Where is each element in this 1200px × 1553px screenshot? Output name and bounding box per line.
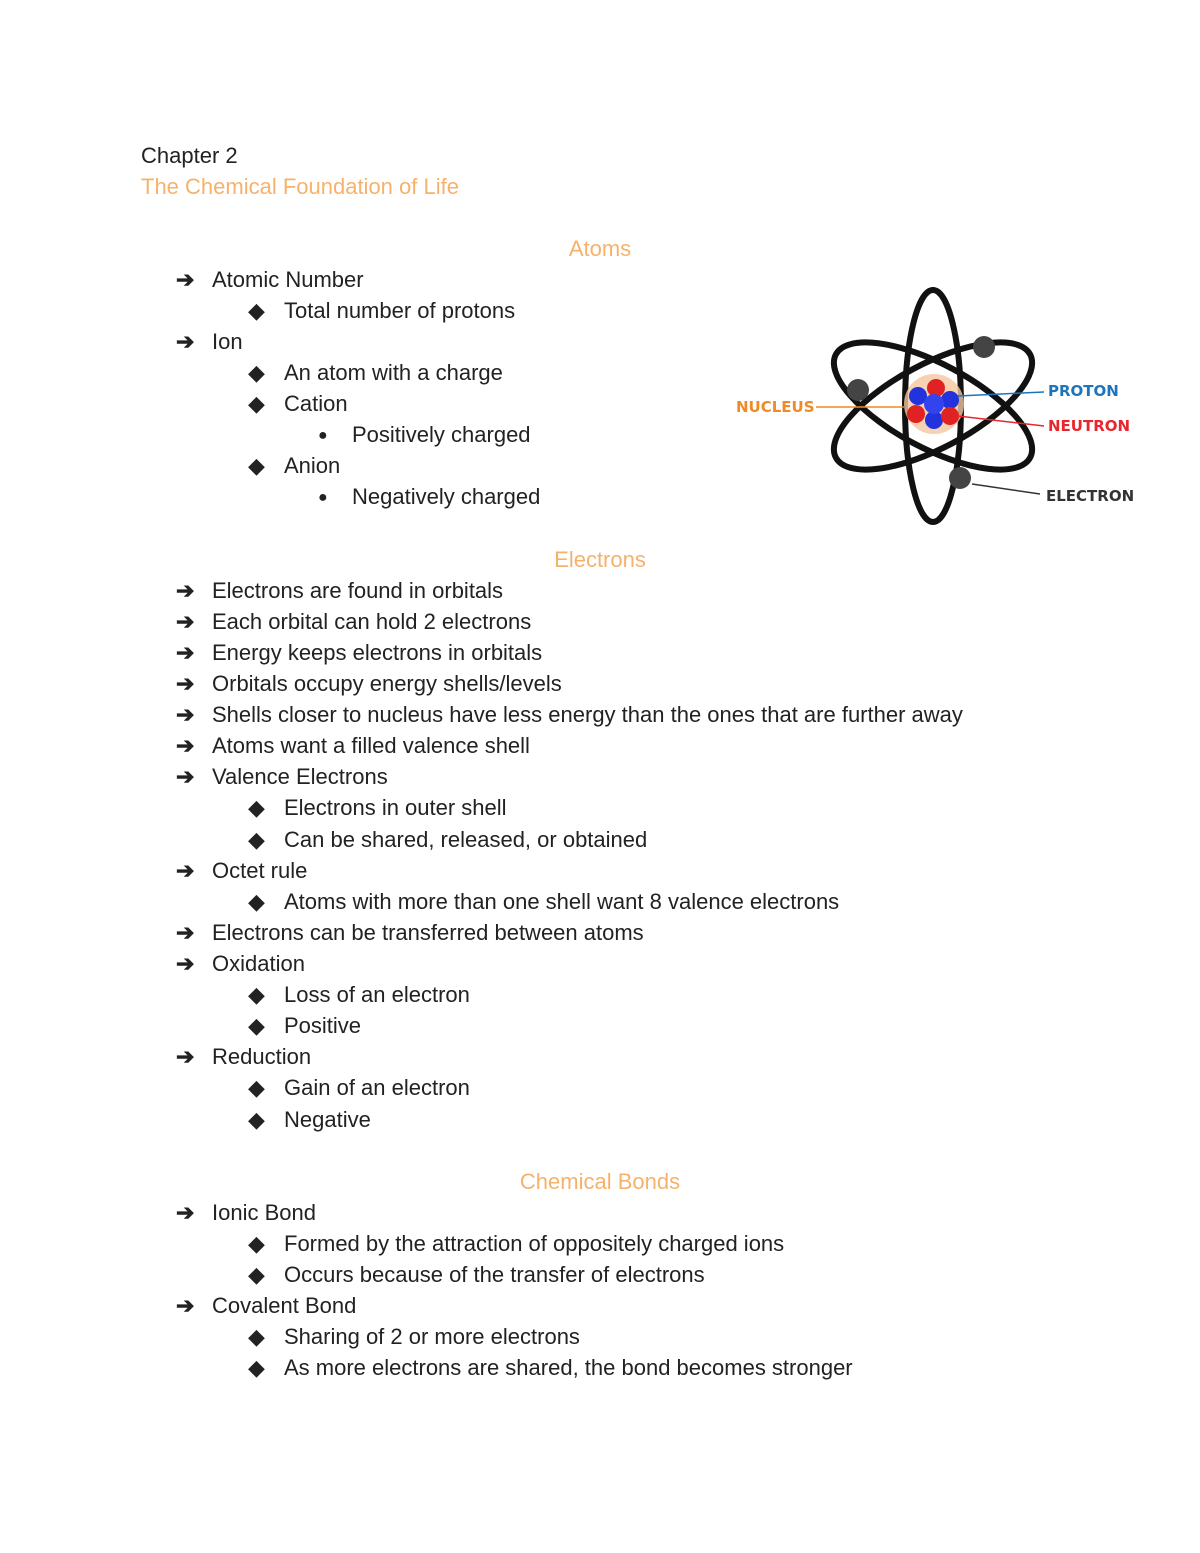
list-item-text: Loss of an electron — [284, 982, 470, 1007]
atom-diagram — [728, 280, 1138, 530]
electron-dot — [847, 379, 869, 401]
section-heading-chemical-bonds: Chemical Bonds — [519, 1169, 681, 1194]
list-item — [248, 824, 647, 855]
list-item — [176, 855, 307, 886]
list-item — [248, 450, 340, 481]
list-item — [248, 1010, 361, 1041]
list-item — [176, 699, 963, 730]
list-item — [176, 575, 503, 606]
list-item — [176, 730, 530, 761]
diamond-bullet-icon: ◆ — [248, 795, 265, 820]
diamond-bullet-icon: ◆ — [248, 827, 265, 852]
diamond-bullet-icon: ◆ — [248, 360, 265, 385]
dot-bullet-icon: ● — [318, 427, 328, 444]
neutron-label: NEUTRON — [1048, 417, 1131, 435]
list-item-text: Orbitals occupy energy shells/levels — [212, 671, 562, 696]
list-item-text: Octet rule — [212, 858, 308, 883]
diamond-bullet-icon: ◆ — [248, 889, 265, 914]
list-item-text: As more electrons are shared, the bond becomes stronger — [284, 1355, 853, 1380]
list-item-text: Formed by the attraction of oppositely charged ions — [284, 1231, 785, 1256]
list-item — [176, 326, 243, 357]
list-item — [248, 1321, 580, 1352]
diamond-bullet-icon: ◆ — [248, 1013, 265, 1038]
list-item — [248, 979, 470, 1010]
list-item — [176, 1197, 316, 1228]
proton-pointer — [958, 392, 1044, 396]
list-item-text: Reduction — [212, 1044, 312, 1069]
diamond-bullet-icon: ◆ — [248, 1262, 265, 1287]
list-item-text: Ion — [212, 329, 243, 354]
diamond-bullet-icon: ◆ — [248, 1355, 265, 1380]
list-item — [318, 419, 531, 450]
electron-pointer — [972, 484, 1040, 494]
diamond-bullet-icon: ◆ — [248, 391, 265, 416]
list-item — [176, 637, 542, 668]
arrow-bullet-icon: ➔ — [176, 1293, 195, 1318]
list-item — [248, 1352, 853, 1383]
arrow-bullet-icon: ➔ — [176, 858, 195, 883]
arrow-bullet-icon: ➔ — [176, 1044, 195, 1069]
list-item — [176, 606, 531, 637]
list-item-text: Negative — [284, 1107, 371, 1132]
list-item-text: Cation — [284, 391, 348, 416]
arrow-bullet-icon: ➔ — [176, 1200, 195, 1225]
list-item-text: Covalent Bond — [212, 1293, 357, 1318]
list-item — [248, 388, 348, 419]
list-item — [248, 1072, 470, 1103]
chapter-subtitle: The Chemical Foundation of Life — [141, 174, 459, 199]
arrow-bullet-icon: ➔ — [176, 764, 195, 789]
diamond-bullet-icon: ◆ — [248, 1324, 265, 1349]
diamond-bullet-icon: ◆ — [248, 982, 265, 1007]
list-item-text: Occurs because of the transfer of electrons — [284, 1262, 705, 1287]
list-item-text: An atom with a charge — [284, 360, 503, 385]
list-item — [248, 886, 839, 917]
list-item-text: Atomic Number — [212, 267, 364, 292]
diamond-bullet-icon: ◆ — [248, 1107, 265, 1132]
list-item-text: Sharing of 2 or more electrons — [284, 1324, 580, 1349]
list-item — [248, 1259, 705, 1290]
list-item-text: Positively charged — [352, 422, 531, 447]
list-item-text: Each orbital can hold 2 electrons — [212, 609, 532, 634]
nucleus — [904, 374, 964, 434]
list-item — [248, 792, 507, 823]
list-item — [248, 295, 515, 326]
section-heading-electrons: Electrons — [554, 547, 646, 572]
arrow-bullet-icon: ➔ — [176, 920, 195, 945]
list-item-text: Ionic Bond — [212, 1200, 316, 1225]
list-item-text: Valence Electrons — [212, 764, 388, 789]
arrow-bullet-icon: ➔ — [176, 671, 195, 696]
list-item-text: Energy keeps electrons in orbitals — [212, 640, 543, 665]
list-item — [248, 1104, 371, 1135]
list-item-text: Electrons in outer shell — [284, 795, 507, 820]
arrow-bullet-icon: ➔ — [176, 640, 195, 665]
list-item — [176, 761, 388, 792]
list-item-text: Can be shared, released, or obtained — [284, 827, 648, 852]
electron-dot — [973, 336, 995, 358]
electron-dot — [949, 467, 971, 489]
arrow-bullet-icon: ➔ — [176, 733, 195, 758]
list-item — [318, 481, 540, 512]
list-item-text: Atoms with more than one shell want 8 valence electrons — [284, 889, 840, 914]
list-item-text: Electrons are found in orbitals — [212, 578, 504, 603]
arrow-bullet-icon: ➔ — [176, 702, 195, 727]
list-item-text: Anion — [284, 453, 341, 478]
list-item-text: Atoms want a filled valence shell — [212, 733, 530, 758]
neutron-pointer — [958, 416, 1044, 426]
chapter-title: Chapter 2 — [141, 143, 238, 168]
list-item-text: Electrons can be transferred between atoms — [212, 920, 644, 945]
list-item-text: Total number of protons — [284, 298, 516, 323]
nucleus-label: NUCLEUS — [736, 398, 815, 416]
diamond-bullet-icon: ◆ — [248, 1231, 265, 1256]
electron-label: ELECTRON — [1046, 487, 1135, 505]
list-item-text: Positive — [284, 1013, 362, 1038]
list-item — [176, 668, 562, 699]
list-item-text: Shells closer to nucleus have less energy than the ones that are further away — [212, 702, 963, 727]
list-item — [248, 1228, 784, 1259]
section-heading-atoms: Atoms — [568, 236, 632, 261]
list-item — [176, 1041, 311, 1072]
arrow-bullet-icon: ➔ — [176, 267, 195, 292]
diamond-bullet-icon: ◆ — [248, 1075, 265, 1100]
list-item — [176, 948, 305, 979]
arrow-bullet-icon: ➔ — [176, 951, 195, 976]
proton-label: PROTON — [1048, 382, 1119, 400]
arrow-bullet-icon: ➔ — [176, 609, 195, 634]
list-item — [176, 917, 644, 948]
diamond-bullet-icon: ◆ — [248, 298, 265, 323]
arrow-bullet-icon: ➔ — [176, 329, 195, 354]
list-item-text: Negatively charged — [352, 484, 541, 509]
diamond-bullet-icon: ◆ — [248, 453, 265, 478]
list-item-text: Oxidation — [212, 951, 305, 976]
list-item — [176, 1290, 356, 1321]
dot-bullet-icon: ● — [318, 489, 328, 506]
list-item-text: Gain of an electron — [284, 1075, 470, 1100]
list-item — [248, 357, 503, 388]
list-item — [176, 264, 364, 295]
arrow-bullet-icon: ➔ — [176, 578, 195, 603]
